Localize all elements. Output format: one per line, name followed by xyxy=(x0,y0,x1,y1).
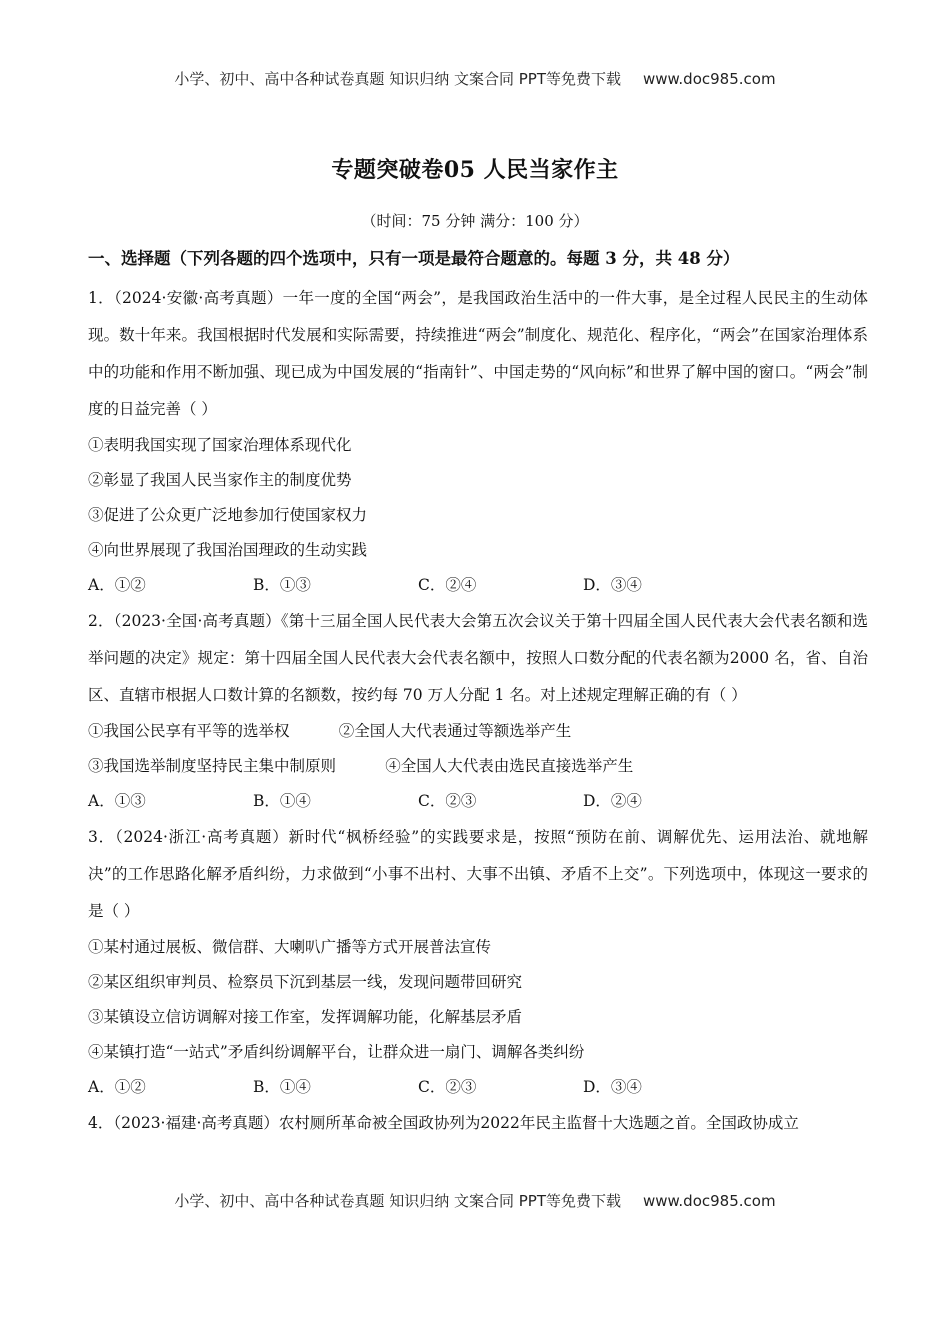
statement: ③促进了公众更广泛地参加行使国家权力 xyxy=(88,506,368,524)
answer-choices xyxy=(88,784,868,819)
choice-d[interactable]: D．③④ xyxy=(583,576,642,594)
page-header xyxy=(0,68,950,89)
statement: ①某村通过展板、微信群、大喇叭广播等方式开展普法宣传 xyxy=(88,938,492,956)
choice-c[interactable]: C．②③ xyxy=(418,792,477,810)
choice-c[interactable]: C．②③ xyxy=(418,1078,477,1096)
statement: ②某区组织审判员、检察员下沉到基层一线，发现问题带回研究 xyxy=(88,973,523,991)
footer-text: 小学、初中、高中各种试卷真题 知识归纳 文案合同 PPT等免费下载 xyxy=(174,1192,621,1210)
question-stem: 2．（2023·全国·高考真题）《第十三届全国人民代表大会第五次会议关于第十四届全国人民代表大会代表名额和选举问题的决定》规定：第十四届全国人民代表大会代表名额中，按照人口数分配的代表名额为2000 名，省、自治区、直辖市根据人口数计算的名额数，按约每 70 万人分配 1 名。对上述规定理解正确的有（ ） xyxy=(88,612,868,704)
choice-d[interactable]: D．②④ xyxy=(583,792,642,810)
statement: ③某镇设立信访调解对接工作室，发挥调解功能，化解基层矛盾 xyxy=(88,1008,523,1026)
choice-a[interactable]: A．①③ xyxy=(88,792,146,810)
section-heading: 一、选择题（下列各题的四个选项中，只有一项是最符合题意的。每题 3 分，共 48 分） xyxy=(88,249,740,268)
question-stem: 3．（2024·浙江·高考真题）新时代“枫桥经验”的实践要求是，按照“预防在前、调解优先、运用法治、就地解决”的工作思路化解矛盾纠纷，力求做到“小事不出村、大事不出镇、矛盾不上交”。下列选项中，体现这一要求的是（ ） xyxy=(88,828,868,920)
statement: ④某镇打造“一站式”矛盾纠纷调解平台，让群众进一扇门、调解各类纠纷 xyxy=(88,1043,585,1061)
question-2 xyxy=(88,603,868,819)
choice-b[interactable]: B．①④ xyxy=(253,1078,311,1096)
statement: ④向世界展现了我国治国理政的生动实践 xyxy=(88,541,368,559)
question-3 xyxy=(88,819,868,1105)
header-text: 小学、初中、高中各种试卷真题 知识归纳 文案合同 PPT等免费下载 xyxy=(174,70,621,88)
page-footer xyxy=(0,1190,950,1211)
choice-d[interactable]: D．③④ xyxy=(583,1078,642,1096)
answer-choices xyxy=(88,568,868,603)
header-url[interactable]: www.doc985.com xyxy=(642,70,776,88)
footer-url[interactable]: www.doc985.com xyxy=(642,1192,776,1210)
choice-a[interactable]: A．①② xyxy=(88,1078,146,1096)
choice-b[interactable]: B．①④ xyxy=(253,792,311,810)
question-1 xyxy=(88,280,868,603)
answer-choices xyxy=(88,1070,868,1105)
choice-c[interactable]: C．②④ xyxy=(418,576,477,594)
statement: ③我国选举制度坚持民主集中制原则 ④全国人大代表由选民直接选举产生 xyxy=(88,757,634,775)
question-stem: 4．（2023·福建·高考真题）农村厕所革命被全国政协列为2022年民主监督十大选题之首。全国政协成立 xyxy=(88,1114,799,1132)
statement: ②彰显了我国人民当家作主的制度优势 xyxy=(88,471,352,489)
page-title: 专题突破卷05 人民当家作主 xyxy=(331,157,619,183)
choice-b[interactable]: B．①③ xyxy=(253,576,311,594)
question-stem: 1．（2024·安徽·高考真题）一年一度的全国“两会”，是我国政治生活中的一件大事，是全过程人民民主的生动体现。数十年来。我国根据时代发展和实际需要，持续推进“两会”制度化、规范化、程序化，“两会”在国家治理体系中的功能和作用不断加强、现已成为中国发展的“指南针”、中国走势的“风向标”和世界了解中国的窗口。“两会”制度的日益完善（ ） xyxy=(88,289,868,418)
choice-a[interactable]: A．①② xyxy=(88,576,146,594)
statement: ①表明我国实现了国家治理体系现代化 xyxy=(88,436,352,454)
exam-content xyxy=(88,244,868,1142)
exam-info: （时间：75 分钟 满分：100 分） xyxy=(361,212,589,230)
statement: ①我国公民享有平等的选举权 ②全国人大代表通过等额选举产生 xyxy=(88,722,572,740)
question-4 xyxy=(88,1105,868,1142)
